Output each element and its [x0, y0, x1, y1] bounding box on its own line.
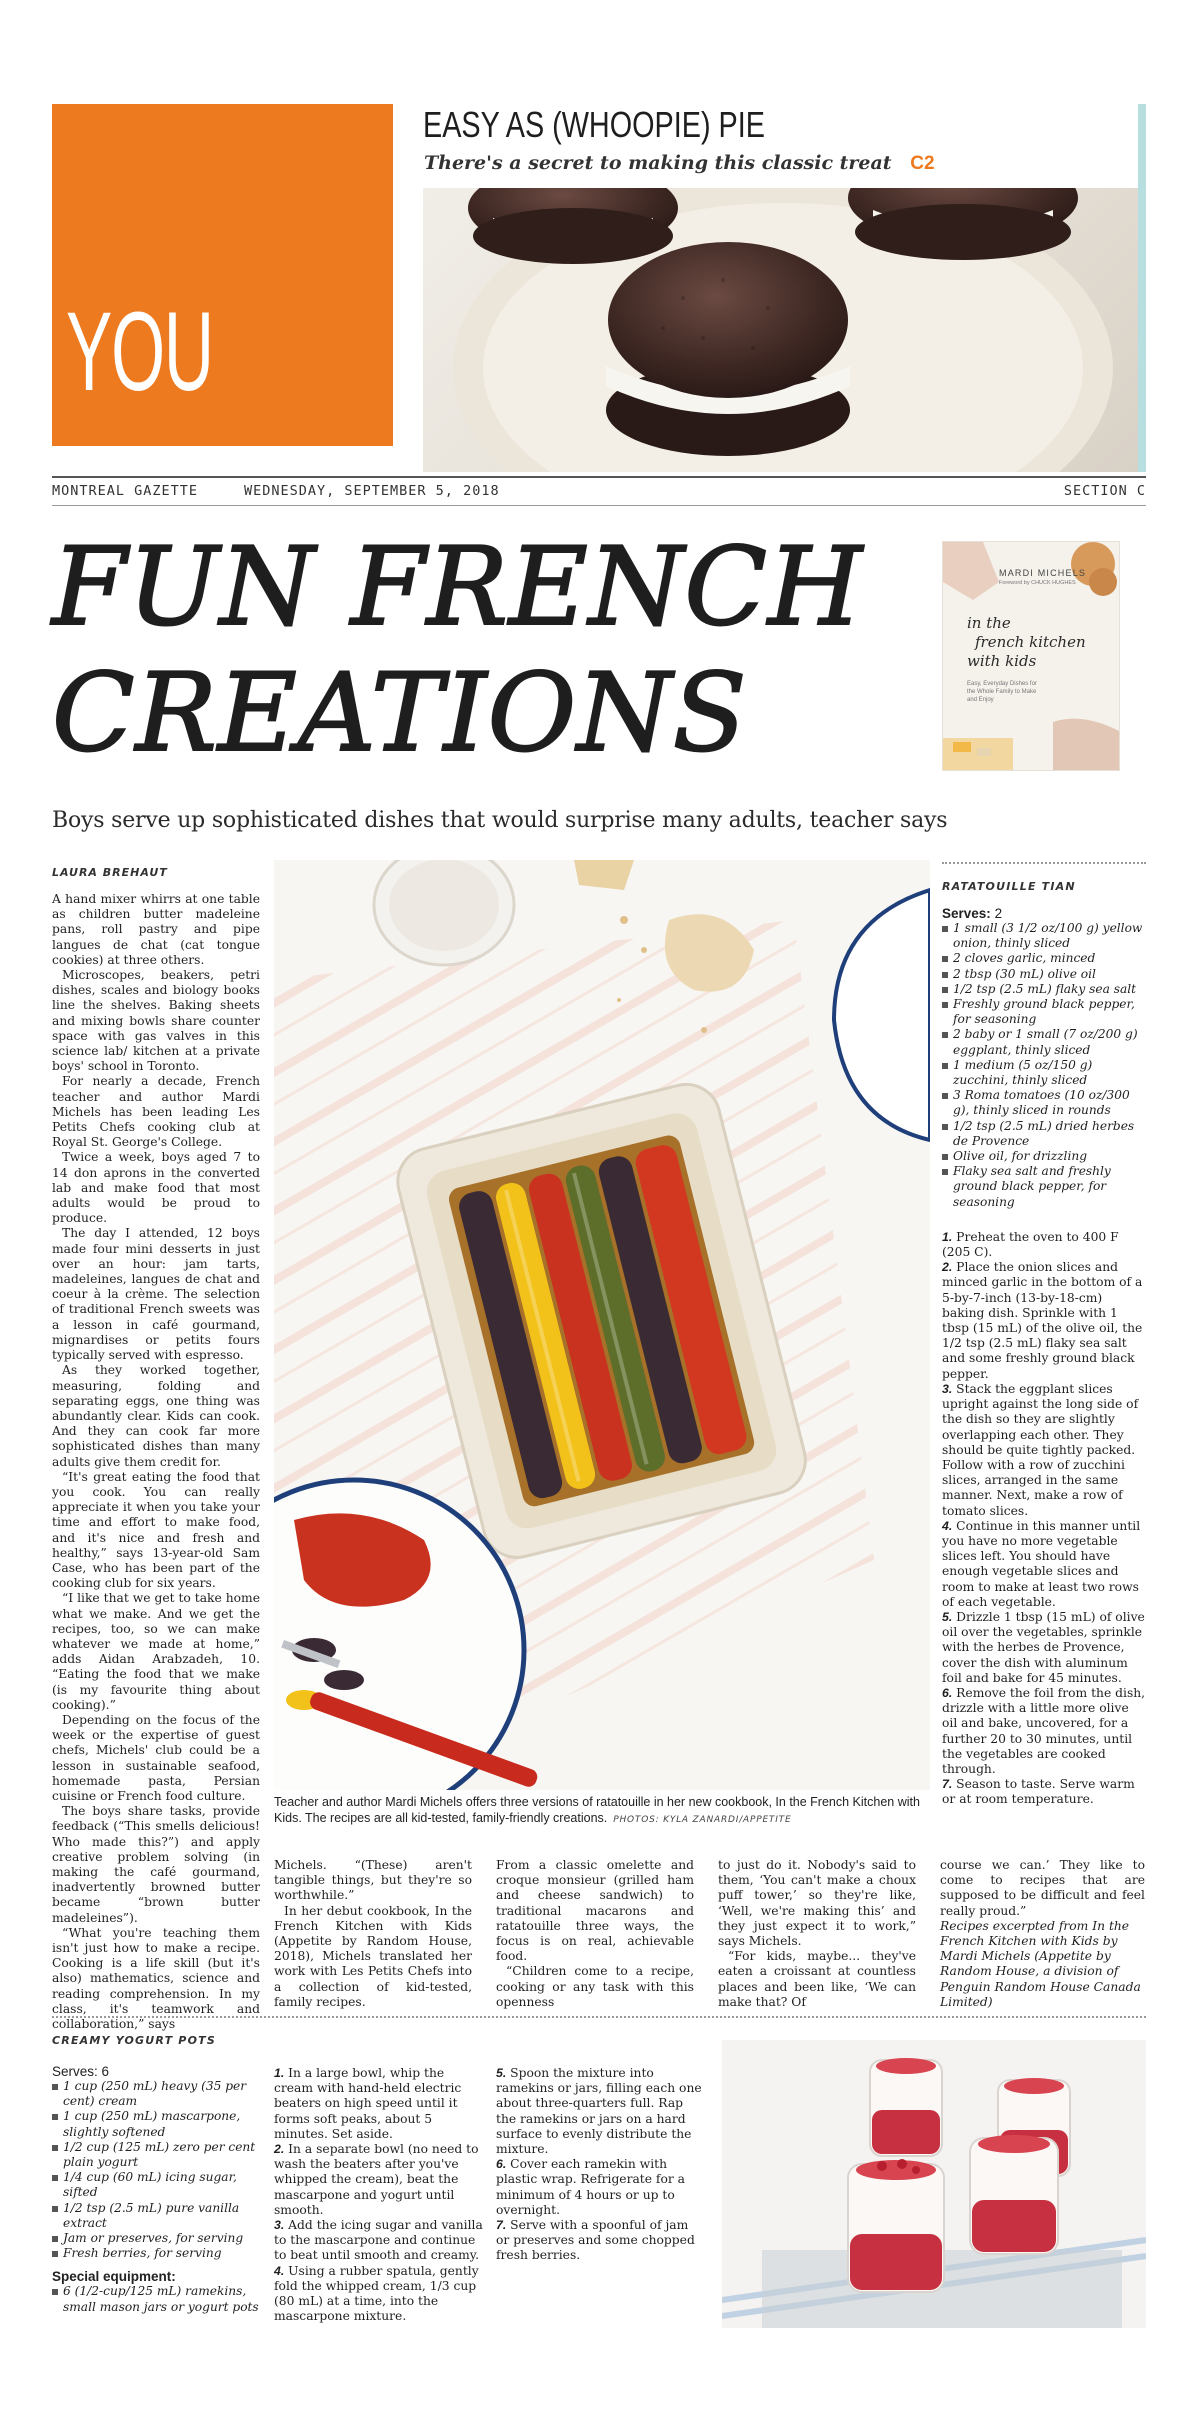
- ratatouille-serves: [942, 906, 1146, 921]
- step-text: Remove the foil from the dish, drizzle with a little more olive oil and bake, uncovered, for a further 20 to 30 minutes, until the vegetables are cooked through.: [942, 1685, 1146, 1776]
- whoopie-pie-photo: [423, 188, 1145, 472]
- step-text: In a separate bowl (no need to wash the beaters after you've whipped the cream), beat the mascarpone and yogurt until smooth.: [274, 2142, 479, 2217]
- paragraph: “For kids, maybe... they've eaten a croissant at countless places and been like, ‘We can make that? Of: [718, 1949, 916, 2009]
- ingredient-item: 2 tbsp (30 mL) olive oil: [942, 967, 1146, 982]
- yogurt-steps-col-2: [496, 2066, 702, 2264]
- step-text: Add the icing sugar and vanilla to the mascarpone and continue to beat until smooth and creamy.: [274, 2218, 483, 2263]
- whoopie-pie-illustration: [423, 188, 1145, 472]
- ingredient-item: Flaky sea salt and freshly ground black pepper, for seasoning: [942, 1164, 1146, 1210]
- step-number: 1.: [274, 2066, 285, 2080]
- step-text: In a large bowl, whip the cream with hand-held electric beaters on high speed until it forms soft peaks, about 5 minutes. Set aside.: [274, 2066, 462, 2141]
- paragraph: “Children come to a recipe, cooking or any task with this openness: [496, 1964, 694, 2009]
- ratatouille-ingredients: [942, 921, 1146, 1210]
- ingredient-item: 1 cup (250 mL) mascarpone, slightly softened: [52, 2109, 260, 2139]
- step-text: Using a rubber spatula, gently fold the whipped cream, 1/3 cup (80 mL) at a time, into the mascarpone mixture.: [274, 2263, 479, 2324]
- ingredient-item: 2 baby or 1 small (7 oz/200 g) eggplant, thinly sliced: [942, 1027, 1146, 1057]
- paragraph: course we can.’ They like to come to recipes that are supposed to be difficult and feel really proud.”: [940, 1858, 1145, 1918]
- step-number: 4.: [274, 2263, 285, 2278]
- ingredient-item: 1/2 tsp (2.5 mL) pure vanilla extract: [52, 2201, 260, 2231]
- recipe-step: [274, 2066, 484, 2142]
- ingredient-item: Jam or preserves, for serving: [52, 2231, 260, 2246]
- article-column-2: [274, 1858, 472, 2010]
- recipe-step: [942, 1686, 1146, 1777]
- step-number: 2.: [274, 2142, 285, 2157]
- ingredient-item: 3 Roma tomatoes (10 oz/300 g), thinly sliced in rounds: [942, 1088, 1146, 1118]
- teaser-subtitle-text: There's a secret to making this classic treat: [424, 152, 892, 174]
- step-number: 3.: [942, 1381, 953, 1396]
- step-text: Continue in this manner until you have no more vegetable slices left. You should have enough vegetable slices and room to make at least two rows of each vegetable.: [942, 1518, 1141, 1609]
- book-tagline: Easy, Everyday Dishes for the Whole Family to Make and Enjoy: [967, 681, 1037, 703]
- book-foreword: Foreword by CHUCK HUGHES: [999, 580, 1076, 586]
- section-rule: [52, 2016, 1146, 2018]
- recipe-step: [942, 1382, 1146, 1519]
- step-text: Season to taste. Serve warm or at room temperature.: [942, 1777, 1135, 1807]
- paragraph: From a classic omelette and croque monsieur (grilled ham and cheese sandwich) to traditional macarons and ratatouille three ways, the focus is on real, achievable food.: [496, 1858, 694, 1964]
- recipe-step: [274, 2142, 484, 2218]
- paragraph: to just do it. Nobody's said to them, ‘You can't make a choux puff tower,’ so they're like, ‘Well, we're making this’ and they just expect it to work,” says Michels.: [718, 1858, 916, 1949]
- step-number: 7.: [942, 1777, 953, 1792]
- teaser-title[interactable]: EASY AS (WHOOPIE) PIE: [423, 104, 765, 145]
- recipe-step: [274, 2264, 484, 2325]
- paragraph: As they worked together, measuring, folding and separating eggs, one thing was abundantly clear. Kids can cook. And they can cook far more sophisticated dishes than many adults give them credit for.: [52, 1363, 260, 1469]
- paragraph: A hand mixer whirrs at one table as children butter madeleine pans, roll pastry and pipe langues de chat (cat tongue cookies) at three others.: [52, 892, 260, 967]
- excerpt-note: Recipes excerpted from In the French Kitchen with Kids by Mardi Michels (Appetite by Random House, a division of Penguin Random House Canada Limited): [940, 1918, 1141, 2009]
- teaser-subtitle[interactable]: [424, 152, 935, 175]
- ingredient-item: 2 cloves garlic, minced: [942, 951, 1146, 966]
- recipe-step: [496, 2066, 702, 2157]
- folio-paper: MONTREAL GAZETTE: [52, 483, 199, 499]
- step-number: 5.: [942, 1609, 953, 1624]
- photo-caption: [274, 1794, 930, 1828]
- byline: LAURA BREHAUT: [52, 866, 168, 879]
- step-text: Drizzle 1 tbsp (15 mL) of olive oil over the vegetables, sprinkle with the herbes de Provence, cover the dish with aluminum foil and bake for 45 minutes.: [942, 1609, 1145, 1685]
- recipe-title-ratatouille: RATATOUILLE TIAN: [942, 880, 1076, 893]
- step-text: Place the onion slices and minced garlic in the bottom of a 5-by-7-inch (13-by-18-cm) baking dish. Sprinkle with 1 tbsp (15 mL) of the olive oil, the 1/2 tsp (2.5 mL) flaky sea salt and some freshly ground black pepper.: [942, 1260, 1143, 1381]
- step-number: 3.: [274, 2218, 285, 2233]
- deck: Boys serve up sophisticated dishes that would surprise many adults, teacher says: [52, 808, 948, 833]
- recipe-step: [942, 1519, 1146, 1610]
- article-column-5: [940, 1858, 1145, 2010]
- ratatouille-illustration: [274, 860, 930, 1790]
- headline-line-1: [52, 525, 864, 650]
- equipment-label: Special equipment:: [52, 2269, 176, 2285]
- step-number: 6.: [496, 2157, 507, 2172]
- caption-text: Teacher and author Mardi Michels offers three versions of ratatouille in her new cookbook, In the French Kitchen with Kids. The recipes are all kid-tested, family-friendly creations.: [274, 1795, 920, 1825]
- step-text: Preheat the oven to 400 F (205 C).: [942, 1229, 1119, 1260]
- book-title-line-3: with kids: [967, 652, 1037, 670]
- col5-body: [940, 1858, 1145, 1919]
- yogurt-pots-photo: [722, 2040, 1146, 2328]
- ingredient-item: Fresh berries, for serving: [52, 2246, 260, 2261]
- paragraph: “I like that we get to take home what we make. And we get the recipes, too, so we can make whatever we made at home,” adds Aidan Arabzadeh, 10. “Eating the food that we make (is my favourite thing about cooking).”: [52, 1591, 260, 1712]
- recipe-step: [942, 1260, 1146, 1382]
- folio-section: SECTION C: [1063, 483, 1146, 499]
- yogurt-ingredients-block: [52, 2064, 260, 2315]
- headline-text-1: FUN FRENCH: [52, 525, 864, 650]
- ingredient-item: 1 small (3 1/2 oz/100 g) yellow onion, thinly sliced: [942, 921, 1146, 951]
- serves-value: 2: [994, 906, 1003, 921]
- step-number: 5.: [496, 2066, 507, 2080]
- paragraph: In her debut cookbook, In the French Kitchen with Kids (Appetite by Random House, 2018), Michels translated her work with Les Petits Chefs into a collection of kid-tested, family recipes.: [274, 1903, 472, 2009]
- paragraph: Microscopes, beakers, petri dishes, scales and biology books line the shelves. Baking sheets and mixing bowls share counter space with gas valves in this science lab/ kitchen at a private boys' school in Toronto.: [52, 968, 260, 1074]
- teal-accent-bar: [1138, 104, 1146, 472]
- book-title-line-2: french kitchen: [975, 633, 1086, 651]
- paragraph: The boys share tasks, provide feedback (“This smells delicious! Who made this?”) and apply creative problem solving (in making the café gourmand, inadvertently browned butter became “brown butter madeleines”).: [52, 1804, 260, 1925]
- book-title-line-1: in the: [967, 614, 1011, 632]
- ingredient-item: 1/4 cup (60 mL) icing sugar, sifted: [52, 2170, 260, 2200]
- step-number: 2.: [942, 1260, 953, 1275]
- sidebar-rule: [942, 862, 1146, 864]
- ingredient-item: 1/2 tsp (2.5 mL) dried herbes de Provence: [942, 1119, 1146, 1149]
- ingredient-item: Freshly ground black pepper, for seasoning: [942, 997, 1146, 1027]
- paragraph: “It's great eating the food that you cook. You can really appreciate it when you take your time and effort to make food, and it's nice and fresh and healthy,” says 13-year-old Sam Case, who has been part of the cooking club for six years.: [52, 1469, 260, 1591]
- ingredient-item: 1 medium (5 oz/150 g) zucchini, thinly sliced: [942, 1058, 1146, 1088]
- step-text: Stack the eggplant slices upright against the long side of the dish so they are slightly overlapping each other. They should be quite tightly packed. Follow with a row of zucchini slices, arranged in the same manner. Next, make a row of tomato slices.: [942, 1381, 1139, 1518]
- folio-rule: [52, 476, 1146, 478]
- yogurt-serves: [52, 2064, 260, 2079]
- section-flag: [52, 104, 393, 446]
- headline-line-2: [52, 651, 748, 776]
- serves-value: 6: [101, 2064, 110, 2079]
- serves-label: Serves:: [52, 2064, 98, 2079]
- step-text: Serve with a spoonful of jam or preserves and some chopped fresh berries.: [496, 2218, 695, 2263]
- recipe-step: [496, 2218, 702, 2264]
- folio-date: WEDNESDAY, SEPTEMBER 5, 2018: [244, 483, 500, 499]
- recipe-title-yogurt: CREAMY YOGURT POTS: [52, 2034, 216, 2047]
- recipe-step: [942, 1610, 1146, 1686]
- step-number: 1.: [942, 1229, 953, 1244]
- headline-text-2: CREATIONS: [52, 651, 748, 776]
- step-number: 6.: [942, 1685, 953, 1700]
- article-column-1: [52, 892, 260, 2032]
- paragraph: The day I attended, 12 boys made four mini desserts in just over an hour: jam tarts, madeleines, langues de chat and coeur à la crème. The selection of traditional French sweets was a lesson in café gourmand, mignardises or petits fours typically served with espresso.: [52, 1226, 260, 1363]
- paragraph: Twice a week, boys aged 7 to 14 don aprons in the converted lab and make food that most adults would be proud to produce.: [52, 1150, 260, 1226]
- step-number: 4.: [942, 1518, 953, 1533]
- step-number: 7.: [496, 2218, 507, 2233]
- ingredient-item: 6 (1/2-cup/125 mL) ramekins, small mason jars or yogurt pots: [52, 2284, 260, 2314]
- folio-rule-bottom: [52, 505, 1146, 506]
- yogurt-steps-col-1: [274, 2066, 484, 2324]
- article-column-4: [718, 1858, 916, 2010]
- section-word: YOU: [66, 289, 213, 414]
- book-title: [967, 614, 1086, 671]
- ingredient-item: 1 cup (250 mL) heavy (35 per cent) cream: [52, 2079, 260, 2109]
- ratatouille-photo: [274, 860, 930, 1790]
- paragraph: Depending on the focus of the week or the expertise of guest chefs, Michels' club could be a lesson in sustainable seafood, homemade pasta, Persian cuisine or French food culture.: [52, 1712, 260, 1803]
- recipe-step: [496, 2157, 702, 2218]
- paragraph: “What you're teaching them isn't just how to make a recipe. Cooking is a life skill (but it's also) mathematics, science and reading comprehension. In my class, it's teamwork and collaboration,” says: [52, 1925, 260, 2032]
- yogurt-pots-illustration: [722, 2040, 1146, 2328]
- book-cover: [942, 541, 1120, 771]
- recipe-step: [274, 2218, 484, 2264]
- ratatouille-recipe: [942, 906, 1146, 1808]
- paragraph: Michels. “(These) aren't tangible things, but they're so worthwhile.”: [274, 1858, 472, 1903]
- recipe-step: [942, 1230, 1146, 1260]
- ratatouille-steps: [942, 1230, 1146, 1808]
- yogurt-ingredients: [52, 2079, 260, 2261]
- ingredient-item: Olive oil, for drizzling: [942, 1149, 1146, 1164]
- yogurt-equipment: [52, 2284, 260, 2314]
- step-text: Spoon the mixture into ramekins or jars, filling each one about three-quarters full. Rap the ramekins or jars on a hard surface to evenly distribute the mixture.: [496, 2066, 702, 2157]
- book-author: MARDI MICHELS: [999, 568, 1087, 578]
- step-text: Cover each ramekin with plastic wrap. Refrigerate for a minimum of 4 hours or up to overnight.: [496, 2157, 685, 2217]
- recipe-step: [942, 1777, 1146, 1807]
- paragraph: For nearly a decade, French teacher and author Mardi Michels has been leading Les Petits Chefs cooking club at Royal St. George's College.: [52, 1074, 260, 1150]
- ingredient-item: 1/2 tsp (2.5 mL) flaky sea salt: [942, 982, 1146, 997]
- article-column-3: [496, 1858, 694, 2010]
- serves-label: Serves:: [942, 906, 991, 921]
- photo-credit: PHOTOS: KYLA ZANARDI/APPETITE: [613, 1815, 792, 1825]
- teaser-page-ref: C2: [910, 153, 935, 174]
- ingredient-item: 1/2 cup (125 mL) zero per cent plain yogurt: [52, 2140, 260, 2170]
